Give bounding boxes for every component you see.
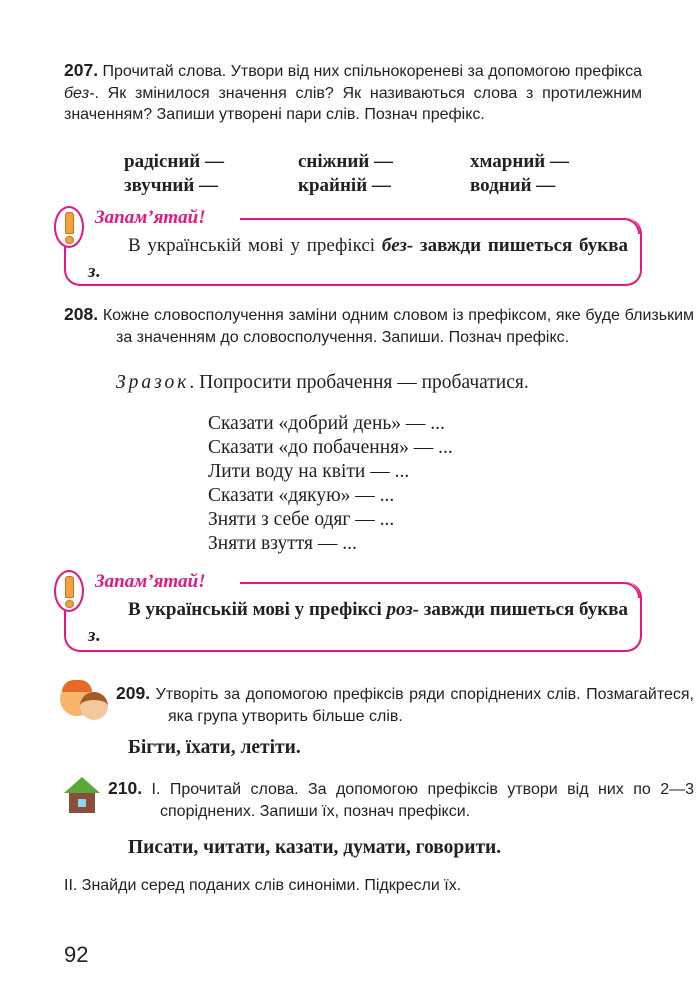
sample	[116, 372, 529, 394]
sample-label: Зразок	[116, 372, 190, 393]
word: сніжний —	[298, 151, 394, 172]
exercise-209	[116, 683, 694, 727]
exercise-part-2: ІІ. Знайди серед поданих слів синоніми. Підкресли їх.	[64, 877, 462, 894]
exercise-210	[108, 778, 694, 822]
rule-part: В українській мові у префіксі	[128, 235, 382, 256]
word: радісний —	[124, 151, 224, 172]
phrase-list	[208, 412, 453, 556]
box-border	[240, 218, 640, 234]
list-item: Сказати «дякую» — ...	[208, 485, 395, 506]
exercise-text: Кожне словосполучення заміни одним словом із префіксом, яке буде близьким за значенням до словосполучення. Запиши. Познач префікс.	[98, 307, 694, 346]
children-icon	[60, 680, 108, 722]
exercise-number: 207.	[64, 60, 99, 80]
rule-text	[88, 597, 628, 649]
remember-heading: Запам’ятай!	[95, 571, 214, 593]
remember-heading: Запам’ятай!	[95, 207, 214, 229]
exercise-text: Утворіть за допомогою префіксів ряди споріднених слів. Позмагайтеся, яка група утворить більше слів.	[155, 686, 694, 725]
rule-text	[88, 233, 628, 285]
box-border	[240, 582, 640, 598]
list-item: Зняти з себе одяг — ...	[208, 509, 395, 530]
exercise-text: Прочитай слова. Утвори від них спільнокореневі за допомогою префікса	[98, 63, 642, 80]
list-item: Сказати «добрий день» — ...	[208, 413, 445, 434]
word: звучний —	[124, 175, 219, 196]
sample-text: . Попросити пробачення — пробачатися.	[189, 372, 529, 393]
word: хмарний —	[470, 151, 569, 172]
exercise-text: І. Прочитай слова. За допомогою префіксів утвори від них по 2—3 споріднених. Запиши їх, познач префікси.	[151, 781, 694, 820]
exercise-number: 208.	[64, 304, 99, 324]
rule-part: .	[95, 625, 101, 646]
prefix: без-	[381, 235, 414, 256]
word-list: Бігти, їхати, летіти.	[128, 737, 301, 758]
house-icon	[64, 777, 100, 813]
list-item: Сказати «до побачення» — ...	[208, 437, 453, 458]
word-list: Писати, читати, казати, думати, говорити.	[128, 837, 502, 858]
list-item: Лити воду на квіти — ...	[208, 461, 410, 482]
word: крайній —	[298, 175, 391, 196]
exercise-number: 209.	[116, 683, 151, 703]
prefix: без-	[64, 84, 95, 102]
page-number: 92	[64, 942, 89, 967]
rule-part: завжди пишеться буква	[419, 599, 628, 620]
exercise-207	[64, 60, 642, 126]
exclamation-icon	[54, 206, 84, 248]
rule-part: завжди пишеться буква	[413, 235, 628, 256]
exercise-number: 210.	[108, 778, 143, 798]
rule-part: .	[95, 261, 101, 282]
exercise-text: . Як змінилося значення слів? Як називаються слова з протилежним значенням? Запиши утворені пари слів. Познач префікс.	[64, 84, 642, 123]
list-item: Зняти взуття — ...	[208, 533, 357, 554]
exercise-208	[64, 304, 694, 348]
letter: з	[88, 261, 96, 282]
exclamation-icon	[54, 570, 84, 612]
letter: з	[88, 625, 96, 646]
rule-part: В українській мові у префіксі	[128, 599, 387, 620]
prefix: роз-	[386, 599, 420, 620]
word: водний —	[470, 175, 556, 196]
